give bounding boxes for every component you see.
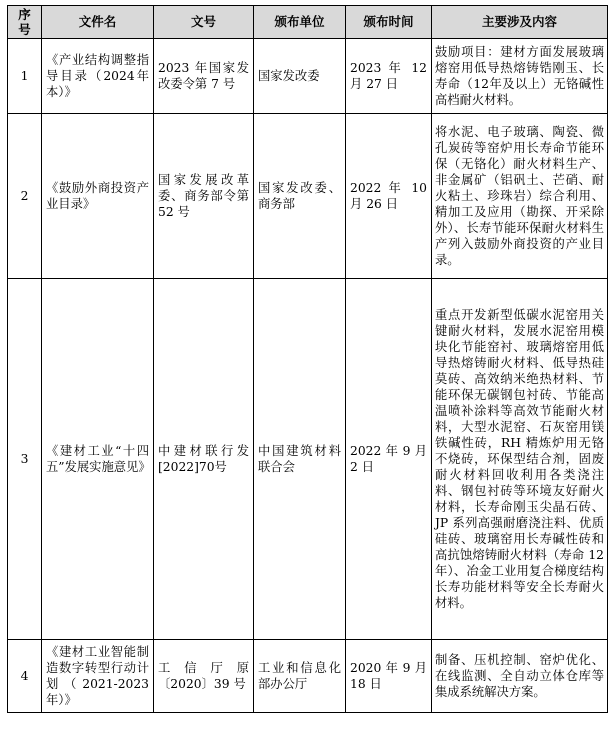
header-no-line2: 号 [18, 22, 31, 37]
header-content: 主要涉及内容 [432, 6, 608, 39]
cell-doc-no: 国家发展改革委、商务部令第 52 号 [154, 114, 254, 279]
cell-no: 1 [8, 39, 42, 114]
header-date: 颁布时间 [346, 6, 432, 39]
cell-no: 4 [8, 640, 42, 713]
cell-content: 将水泥、电子玻璃、陶瓷、微孔炭砖等窑炉用长寿命节能环保（无铬化）耐火材料生产、非金属矿（铝矾土、芒硝、耐火粘土、珍珠岩）综合利用、精加工及应用（勘探、开采除外）、长寿节能环保耐火材料生产列入鼓励外商投资的产业目录。 [432, 114, 608, 279]
cell-name: 《建材工业“十四五”发展实施意见》 [42, 279, 154, 640]
cell-issuer: 国家发改委、商务部 [254, 114, 346, 279]
cell-content: 鼓励项目：建材方面发展玻璃熔窑用低导热熔铸锆刚玉、长寿命（12年及以上）无铬碱性高档耐火材料。 [432, 39, 608, 114]
cell-doc-no: 工信厅原〔2020〕39 号 [154, 640, 254, 713]
cell-issuer: 工业和信息化部办公厅 [254, 640, 346, 713]
cell-name: 《鼓励外商投资产业目录》 [42, 114, 154, 279]
cell-doc-no: 中建材联行发[2022]70号 [154, 279, 254, 640]
table-row [8, 279, 608, 640]
cell-no: 2 [8, 114, 42, 279]
cell-date: 2020 年 9 月 18 日 [346, 640, 432, 713]
cell-content: 重点开发新型低碳水泥窑用关键耐火材料，发展水泥窑用模块化节能窑衬、玻璃熔窑用低导热熔铸耐火材料、低导热硅莫砖、高效纳米绝热材料、节能环保无碳钢包衬砖、节能高温喷补涂料等高效节能耐火材料，大型水泥窑、石灰窑用镁铁碱性砖，RH 精炼炉用无铬不烧砖，环保型结合剂，固废耐火材料回收利用各类浇注料、钢包衬砖等环境友好耐火材料，长寿命刚玉尖晶石砖、JP 系列高强耐磨浇注料、优质硅砖、玻璃窑用长寿碱性砖和高抗蚀熔铸耐火材料（寿命 12 年）、冶金工业用复合梯度结构长寿功能材料等安全长寿耐火材料。 [432, 279, 608, 640]
header-no-line1: 序 [18, 7, 31, 22]
cell-date: 2022 年 9 月 2 日 [346, 279, 432, 640]
header-no [8, 6, 42, 39]
cell-no: 3 [8, 279, 42, 640]
header-doc-no: 文号 [154, 6, 254, 39]
table-header-row [8, 6, 608, 39]
cell-name: 《建材工业智能制造数字转型行动计划（2021-2023年）》 [42, 640, 154, 713]
cell-doc-no: 2023 年国家发改委令第 7 号 [154, 39, 254, 114]
cell-issuer: 国家发改委 [254, 39, 346, 114]
cell-content: 制备、压机控制、窑炉优化、在线监测、全自动立体仓库等集成系统解决方案。 [432, 640, 608, 713]
policy-table [7, 5, 608, 713]
cell-date: 2022 年 10 月 26 日 [346, 114, 432, 279]
table-row [8, 640, 608, 713]
header-name: 文件名 [42, 6, 154, 39]
table-row [8, 114, 608, 279]
cell-name: 《产业结构调整指导目录（2024年本）》 [42, 39, 154, 114]
table-row [8, 39, 608, 114]
header-issuer: 颁布单位 [254, 6, 346, 39]
cell-date: 2023 年 12 月 27 日 [346, 39, 432, 114]
cell-issuer: 中国建筑材料联合会 [254, 279, 346, 640]
